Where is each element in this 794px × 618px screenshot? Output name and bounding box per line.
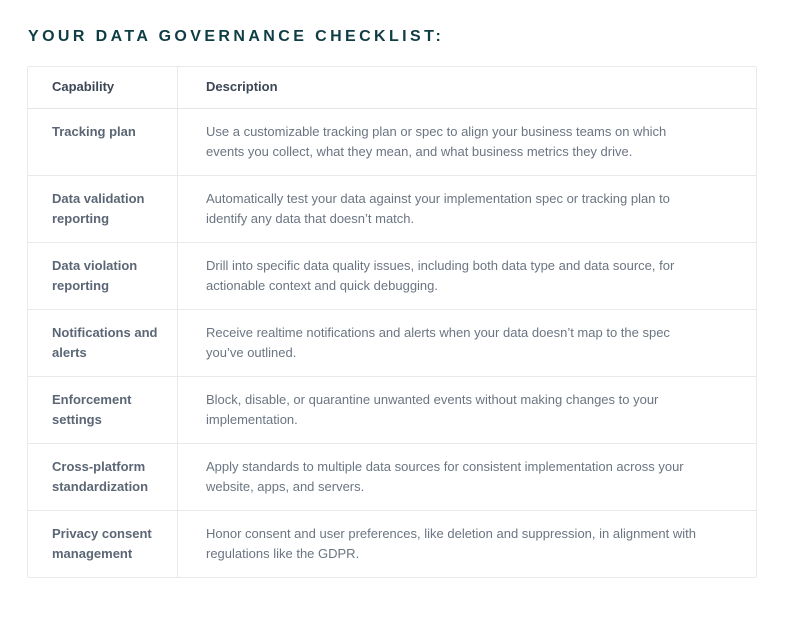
description-cell	[178, 109, 756, 175]
table-row	[28, 510, 756, 577]
table-row	[28, 309, 756, 376]
description-text: Block, disable, or quarantine unwanted events without making changes to your implementation.	[206, 392, 659, 427]
governance-checklist-table	[27, 66, 757, 578]
capability-cell: Notifications and alerts	[28, 310, 178, 376]
description-cell	[178, 310, 756, 376]
capability-cell: Data validation reporting	[28, 176, 178, 242]
table-row	[28, 242, 756, 309]
description-cell	[178, 511, 756, 577]
capability-cell: Tracking plan	[28, 109, 178, 175]
description-cell	[178, 176, 756, 242]
table-row	[28, 109, 756, 175]
description-cell	[178, 243, 756, 309]
capability-cell: Cross-platform standardization	[28, 444, 178, 510]
column-header-description: Description	[206, 79, 278, 94]
description-text: Drill into specific data quality issues, including both data type and data source, for actionable context and quick debugging.	[206, 258, 675, 293]
table-header-row	[28, 67, 756, 109]
table-row	[28, 443, 756, 510]
description-text: Receive realtime notifications and alerts when your data doesn’t map to the spec you’ve outlined.	[206, 325, 670, 360]
description-text: Honor consent and user preferences, like deletion and suppression, in alignment with regulations like the GDPR.	[206, 526, 696, 561]
description-text: Apply standards to multiple data sources for consistent implementation across your website, apps, and servers.	[206, 459, 684, 494]
column-header-capability: Capability	[28, 67, 178, 108]
capability-cell: Enforcement settings	[28, 377, 178, 443]
description-cell	[178, 444, 756, 510]
description-text: Use a customizable tracking plan or spec to align your business teams on which events you collect, what they mean, and what business metrics they drive.	[206, 124, 667, 159]
table-row	[28, 376, 756, 443]
description-cell	[178, 377, 756, 443]
capability-cell: Data violation reporting	[28, 243, 178, 309]
description-text: Automatically test your data against your implementation spec or tracking plan to identify any data that doesn’t match.	[206, 191, 670, 226]
page-title: YOUR DATA GOVERNANCE CHECKLIST:	[28, 28, 445, 45]
table-row	[28, 175, 756, 242]
capability-cell: Privacy consent management	[28, 511, 178, 577]
